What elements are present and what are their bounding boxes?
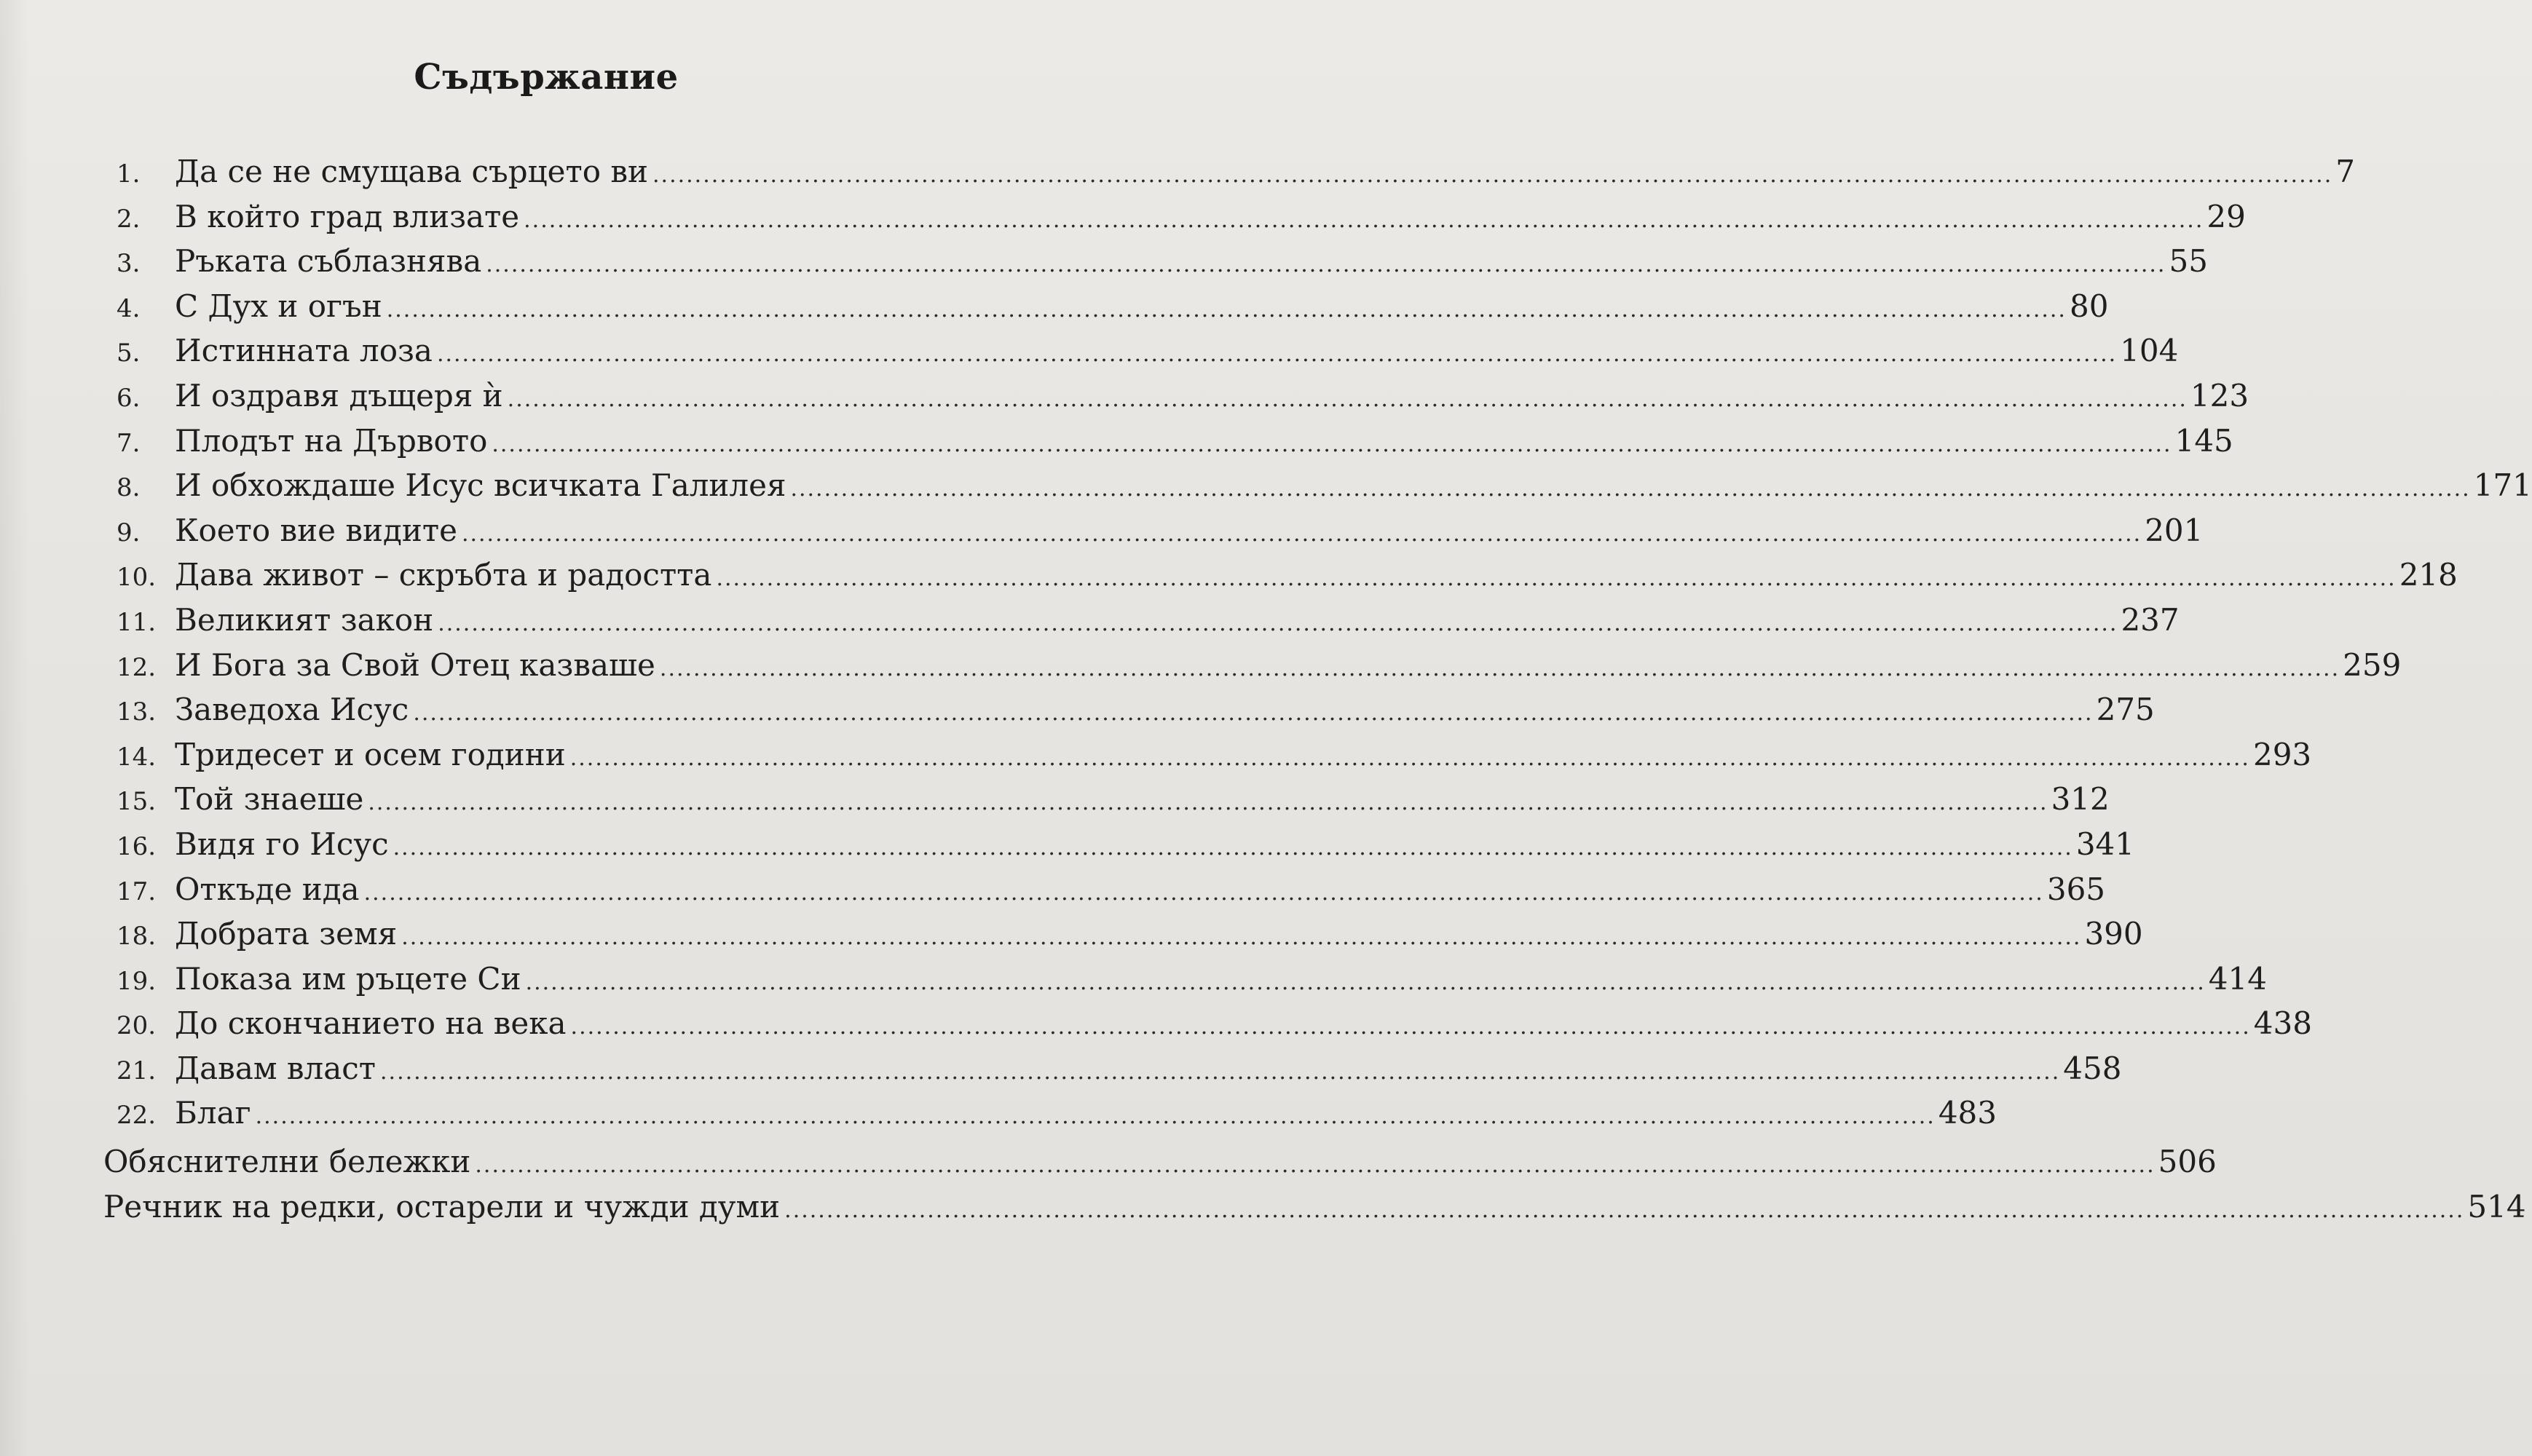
chapter-page-number: 483 (1938, 1095, 1997, 1131)
chapter-row[interactable] (117, 687, 2155, 732)
dot-leader: ........................................................................................................................................................................................................ (438, 610, 2118, 636)
appendix-page-number: 514 (2467, 1189, 2526, 1224)
chapter-title: Откъде ида (175, 871, 360, 907)
chapter-row[interactable] (117, 373, 2249, 419)
chapter-number: 8. (117, 473, 141, 503)
chapter-title: Благ (175, 1095, 251, 1131)
chapter-number: 17. (117, 877, 157, 906)
chapter-page-number: 312 (2051, 781, 2110, 818)
dot-leader: ........................................................................................................................................................................................................ (255, 1104, 1936, 1130)
chapter-title: Добрата земя (175, 916, 398, 952)
chapter-page-number: 80 (2069, 288, 2109, 324)
chapter-number: 13. (117, 697, 157, 727)
chapter-row[interactable] (117, 1001, 2312, 1046)
chapter-row[interactable] (117, 149, 2355, 194)
chapter-title: И оздравя дъщеря ѝ (175, 377, 503, 414)
chapter-title: В който град влизате (175, 198, 520, 234)
chapter-title: Великият закон (175, 601, 434, 638)
chapter-number: 7. (117, 428, 141, 458)
dot-leader: ........................................................................................................................................................................................................ (486, 252, 2166, 278)
dot-leader: ........................................................................................................................................................................................................ (524, 207, 2204, 233)
chapter-number: 18. (117, 922, 157, 951)
chapter-row[interactable] (117, 867, 2106, 912)
chapter-number: 19. (117, 966, 157, 996)
chapter-number: 12. (117, 652, 157, 682)
page-title: Съдържание (414, 57, 679, 98)
dot-leader: ........................................................................................................................................................................................................ (716, 566, 2397, 592)
chapter-page-number: 275 (2096, 692, 2155, 728)
chapter-number: 11. (117, 607, 157, 637)
chapter-page-number: 237 (2121, 601, 2180, 638)
chapter-page-number: 414 (2208, 960, 2267, 997)
chapter-title: Видя го Исус (175, 826, 389, 862)
chapter-page-number: 259 (2343, 646, 2402, 683)
chapter-title: Той знаеше (175, 781, 364, 818)
chapter-number: 22. (117, 1101, 157, 1131)
chapter-page-number: 201 (2145, 512, 2204, 548)
chapter-row[interactable] (117, 463, 2532, 508)
appendix-title: Речник на редки, остарели и чужди думи (103, 1189, 781, 1224)
chapter-number: 20. (117, 1011, 157, 1041)
chapter-title: Дава живот – скръбта и радостта (175, 557, 712, 593)
chapter-row[interactable] (117, 957, 2267, 1002)
chapter-page-number: 104 (2120, 333, 2179, 369)
chapter-number: 6. (117, 383, 141, 413)
chapter-row[interactable] (117, 643, 2402, 688)
chapter-title: Да се не смущава сърцето ви (175, 154, 648, 189)
chapter-title: Заведоха Исус (175, 692, 409, 728)
dot-leader: ........................................................................................................................................................................................................ (368, 790, 2048, 816)
dot-leader: ........................................................................................................................................................................................................ (659, 655, 2340, 681)
chapter-number: 14. (117, 742, 157, 772)
chapter-number: 16. (117, 831, 157, 861)
appendix-row[interactable] (103, 1184, 2526, 1230)
chapter-row[interactable] (117, 598, 2180, 643)
dot-leader: ........................................................................................................................................................................................................ (380, 1059, 2061, 1085)
chapter-row[interactable] (117, 508, 2204, 553)
dot-leader: ........................................................................................................................................................................................................ (401, 925, 2082, 951)
dot-leader: ........................................................................................................................................................................................................ (413, 700, 2094, 727)
table-of-contents (117, 149, 2532, 1136)
dot-leader: ........................................................................................................................................................................................................ (436, 341, 2118, 368)
chapter-number: 4. (117, 293, 141, 323)
chapter-title: Ръката съблазнява (175, 243, 482, 280)
chapter-page-number: 7 (2335, 154, 2355, 189)
chapter-number: 15. (117, 787, 157, 817)
chapter-page-number: 123 (2190, 377, 2249, 414)
chapter-title: Показа им ръцете Си (175, 960, 521, 997)
chapter-title: Което вие видите (175, 512, 457, 548)
chapter-row[interactable] (117, 419, 2233, 464)
chapter-page-number: 341 (2075, 826, 2134, 862)
appendix-list (103, 1139, 2526, 1230)
dot-leader: ........................................................................................................................................................................................................ (507, 386, 2188, 412)
appendix-page-number: 506 (2158, 1144, 2217, 1179)
dot-leader: ........................................................................................................................................................................................................ (492, 431, 2172, 457)
chapter-row[interactable] (117, 911, 2143, 957)
dot-leader: ........................................................................................................................................................................................................ (475, 1152, 2156, 1178)
chapter-title: Плодът на Дървото (175, 422, 488, 459)
chapter-title: До скончанието на века (175, 1005, 567, 1042)
dot-leader: ........................................................................................................................................................................................................ (386, 296, 2067, 323)
chapter-page-number: 365 (2046, 871, 2106, 907)
dot-leader: ........................................................................................................................................................................................................ (790, 476, 2471, 502)
chapter-page-number: 145 (2174, 422, 2233, 459)
dot-leader: ........................................................................................................................................................................................................ (393, 834, 2073, 860)
chapter-title: И обхождаше Исус всичката Галилея (175, 467, 786, 504)
chapter-page-number: 218 (2399, 557, 2458, 593)
chapter-number: 10. (117, 563, 157, 593)
chapter-number: 2. (117, 204, 141, 234)
dot-leader: ........................................................................................................................................................................................................ (652, 162, 2333, 188)
chapter-title: И Бога за Свой Отец казваше (175, 646, 655, 683)
chapter-row[interactable] (117, 553, 2458, 598)
dot-leader: ........................................................................................................................................................................................................ (784, 1198, 2465, 1223)
chapter-row[interactable] (117, 1046, 2122, 1091)
appendix-title: Обяснителни бележки (103, 1144, 471, 1179)
chapter-row[interactable] (117, 1091, 1997, 1136)
chapter-page-number: 171 (2473, 467, 2532, 504)
dot-leader: ........................................................................................................................................................................................................ (363, 879, 2044, 906)
dot-leader: ........................................................................................................................................................................................................ (569, 745, 2250, 771)
chapter-row[interactable] (117, 822, 2134, 867)
chapter-number: 1. (117, 159, 141, 189)
chapter-page-number: 390 (2084, 916, 2143, 952)
chapter-number: 5. (117, 339, 141, 368)
chapter-page-number: 293 (2252, 736, 2312, 772)
chapter-row[interactable] (117, 194, 2246, 240)
chapter-number: 3. (117, 249, 141, 279)
chapter-row[interactable] (117, 777, 2110, 822)
chapter-row[interactable] (117, 328, 2179, 373)
chapter-number: 21. (117, 1056, 157, 1085)
chapter-title: С Дух и огън (175, 288, 382, 324)
chapter-number: 9. (117, 518, 141, 547)
chapter-row[interactable] (117, 732, 2312, 778)
dot-leader: ........................................................................................................................................................................................................ (570, 1014, 2251, 1040)
chapter-page-number: 55 (2169, 243, 2208, 280)
appendix-row[interactable] (103, 1139, 2217, 1184)
chapter-title: Тридесет и осем години (175, 736, 566, 772)
chapter-page-number: 438 (2253, 1005, 2312, 1042)
chapter-row[interactable] (117, 284, 2109, 329)
chapter-page-number: 29 (2206, 198, 2246, 234)
chapter-row[interactable] (117, 239, 2208, 284)
chapter-title: Истинната лоза (175, 333, 433, 369)
page-edge-shadow (0, 0, 29, 1456)
dot-leader: ........................................................................................................................................................................................................ (461, 521, 2142, 547)
chapter-title: Давам власт (175, 1050, 376, 1086)
dot-leader: ........................................................................................................................................................................................................ (525, 969, 2206, 995)
chapter-page-number: 458 (2063, 1050, 2122, 1086)
